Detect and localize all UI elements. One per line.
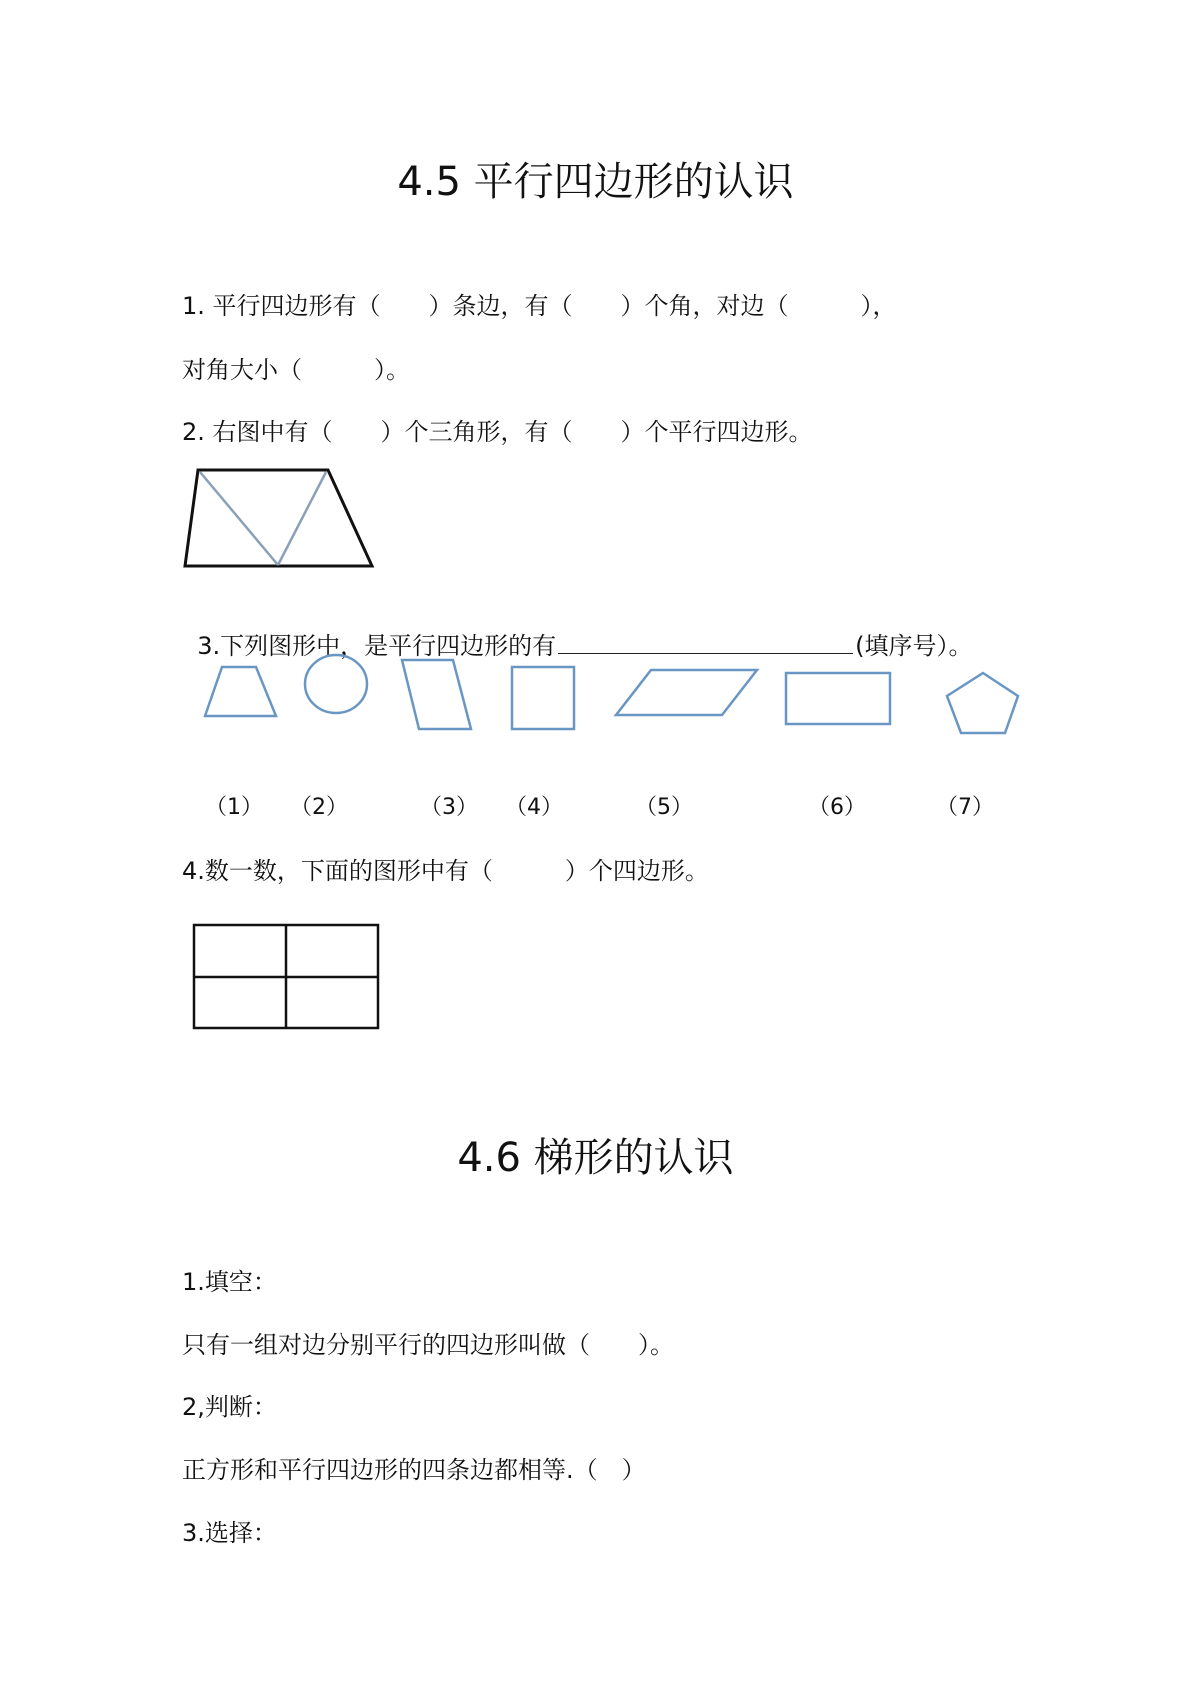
- q3-suffix: (填序号）。: [855, 632, 973, 660]
- s46-q2-text: 正方形和平行四边形的四条边都相等.（ ）: [182, 1456, 646, 1484]
- q2-text: 2. 右图中有（ ）个三角形，有（ ）个平行四边形。: [182, 418, 813, 446]
- q4-text: 4.数一数，下面的图形中有（ ）个四边形。: [182, 857, 709, 885]
- shape-label-2: （2）: [290, 795, 348, 820]
- shape-label-1: （1）: [205, 795, 263, 820]
- s46-q1-text: 只有一组对边分别平行的四边形叫做（ ）。: [182, 1331, 674, 1359]
- q3-prefix: 3.下列图形中，是平行四边形的有: [197, 632, 557, 660]
- shape-label-6: （6）: [808, 795, 866, 820]
- shape-label-5: （5）: [635, 795, 693, 820]
- q1-line2: 对角大小（ ）。: [182, 356, 410, 384]
- q1-line1: 1. 平行四边形有（ ）条边，有（ ）个角，对边（ ），: [182, 292, 897, 320]
- shape-label-7: （7）: [936, 795, 994, 820]
- section-title-4-6: 4.6 梯形的认识: [457, 1135, 734, 1181]
- section-title-4-5: 4.5 平行四边形的认识: [397, 159, 794, 205]
- s46-q3-heading: 3.选择：: [182, 1519, 277, 1547]
- shape-label-3: （3）: [420, 795, 478, 820]
- shape-label-4: （4）: [505, 795, 563, 820]
- s46-q1-heading: 1.填空：: [182, 1268, 277, 1296]
- s46-q2-heading: 2,判断：: [182, 1393, 277, 1421]
